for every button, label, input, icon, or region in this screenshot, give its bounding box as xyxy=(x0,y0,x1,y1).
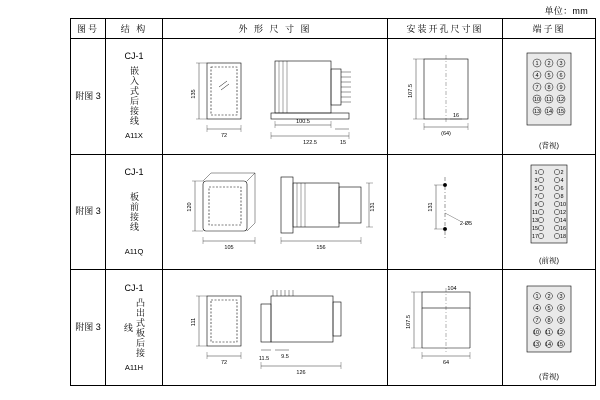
svg-text:18: 18 xyxy=(559,233,567,240)
svg-text:2: 2 xyxy=(560,169,564,176)
dim-131: 131 xyxy=(428,201,434,212)
svg-text:3: 3 xyxy=(559,60,563,67)
fig-no-text: 附图 3 xyxy=(75,90,101,101)
svg-text:14: 14 xyxy=(559,217,567,224)
structure-code: A11H xyxy=(124,362,144,372)
outline-drawing-2 xyxy=(163,155,387,265)
cell-mounting-drawing xyxy=(388,154,503,270)
svg-text:2: 2 xyxy=(547,60,551,67)
svg-text:4: 4 xyxy=(560,177,564,184)
cell-fig-no xyxy=(71,270,106,386)
svg-text:15: 15 xyxy=(556,342,564,349)
header-fig-no: 图号 xyxy=(71,19,106,39)
header-mounting: 安装开孔尺寸图 xyxy=(388,19,503,39)
model-label: CJ-1 xyxy=(124,51,144,62)
structure-code: A11Q xyxy=(124,246,144,256)
cell-terminal-drawing xyxy=(503,154,596,270)
table-header-row xyxy=(71,19,596,39)
cell-structure xyxy=(106,270,163,386)
dim-105: 105 xyxy=(224,244,234,251)
cell-fig-no xyxy=(71,38,106,154)
header-structure: 结 构 xyxy=(106,19,163,39)
table-row xyxy=(71,154,596,270)
svg-text:9: 9 xyxy=(534,201,538,208)
svg-text:5: 5 xyxy=(547,306,551,313)
svg-text:5: 5 xyxy=(534,185,538,192)
cell-mounting-drawing xyxy=(388,270,503,386)
svg-text:11: 11 xyxy=(546,96,552,103)
svg-text:9: 9 xyxy=(559,84,563,91)
cell-outline-drawing xyxy=(163,38,388,154)
dim-135: 135 xyxy=(191,89,197,99)
svg-text:11: 11 xyxy=(532,209,538,216)
mounting-drawing-3 xyxy=(388,270,502,380)
svg-text:1: 1 xyxy=(534,169,538,176)
svg-text:10: 10 xyxy=(533,96,541,103)
terminal-drawing-1 xyxy=(503,39,595,149)
svg-text:1: 1 xyxy=(535,60,539,67)
table-row xyxy=(71,270,596,386)
unit-note: 单位：mm xyxy=(544,6,588,16)
svg-text:12: 12 xyxy=(556,330,564,337)
svg-text:14: 14 xyxy=(545,108,553,115)
dim-15: 15 xyxy=(339,139,347,146)
dim-107-5: 107.5 xyxy=(406,315,412,330)
cell-outline-drawing xyxy=(163,154,388,270)
fig-no-text: 附图 3 xyxy=(75,322,101,333)
header-terminal: 端子图 xyxy=(503,19,596,39)
svg-text:8: 8 xyxy=(560,193,564,200)
cell-mounting-drawing xyxy=(388,38,503,154)
svg-text:7: 7 xyxy=(535,84,539,91)
spec-table xyxy=(70,18,596,386)
cell-structure xyxy=(106,154,163,270)
dim-72: 72 xyxy=(220,360,228,367)
outline-drawing-3 xyxy=(163,270,387,380)
dim-16: 16 xyxy=(452,112,460,119)
svg-text:6: 6 xyxy=(559,306,563,313)
svg-text:7: 7 xyxy=(534,193,538,200)
svg-text:10: 10 xyxy=(532,330,540,337)
svg-text:10: 10 xyxy=(559,201,567,208)
svg-text:4: 4 xyxy=(535,306,539,313)
cell-outline-drawing xyxy=(163,270,388,386)
cell-fig-no xyxy=(71,154,106,270)
fig-no-text: 附图 3 xyxy=(75,206,101,217)
cell-terminal-drawing xyxy=(503,270,596,386)
mounting-drawing-2 xyxy=(388,155,502,265)
svg-text:8: 8 xyxy=(547,84,551,91)
svg-text:1: 1 xyxy=(535,294,539,301)
dim-64: (64) xyxy=(441,130,451,137)
svg-text:17: 17 xyxy=(531,233,539,240)
svg-text:13: 13 xyxy=(531,217,539,224)
svg-text:6: 6 xyxy=(559,72,563,79)
svg-text:8: 8 xyxy=(547,318,551,325)
dim-122-5: 122.5 xyxy=(303,139,317,146)
terminal-view-note: (背视) xyxy=(539,372,559,381)
svg-text:13: 13 xyxy=(532,342,540,349)
svg-text:16: 16 xyxy=(559,225,567,232)
dim-64: 64 xyxy=(442,360,450,367)
dim-72: 72 xyxy=(220,132,228,139)
table-row xyxy=(71,38,596,154)
svg-text:15: 15 xyxy=(531,225,539,232)
structure-code: A11X xyxy=(125,131,143,141)
structure-label: 嵌入式后接线 xyxy=(129,66,139,127)
structure-label: 凸出式板后接线 xyxy=(123,297,145,358)
svg-text:9: 9 xyxy=(559,318,563,325)
terminal-view-note: (前视) xyxy=(539,256,559,266)
svg-text:14: 14 xyxy=(544,342,552,349)
dim-120: 120 xyxy=(187,201,193,212)
dim-111: 111 xyxy=(191,318,197,327)
cell-terminal-drawing xyxy=(503,38,596,154)
dim-107-5: 107.5 xyxy=(408,83,414,98)
dim-156: 156 xyxy=(316,244,326,251)
svg-text:11: 11 xyxy=(545,330,551,337)
terminal-drawing-3 xyxy=(503,270,595,380)
svg-text:13: 13 xyxy=(533,108,541,115)
outline-drawing-1 xyxy=(163,39,387,149)
mounting-drawing-1 xyxy=(388,39,502,149)
dim-2-phi5: 2-Ø5 xyxy=(459,220,473,227)
model-label: CJ-1 xyxy=(124,282,144,293)
svg-text:3: 3 xyxy=(534,177,538,184)
structure-label: 板前接线 xyxy=(129,191,139,232)
model-label: CJ-1 xyxy=(124,166,144,177)
dim-11-5: 11.5 xyxy=(258,356,270,363)
svg-text:12: 12 xyxy=(559,209,567,216)
dim-126: 126 xyxy=(296,370,306,377)
svg-text:3: 3 xyxy=(559,294,563,301)
header-outline: 外 形 尺 寸 图 xyxy=(163,19,388,39)
svg-text:6: 6 xyxy=(560,185,564,192)
svg-text:2: 2 xyxy=(547,294,551,301)
svg-text:7: 7 xyxy=(535,318,539,325)
dim-9-5: 9.5 xyxy=(281,354,289,361)
dim-131: 131 xyxy=(370,201,376,212)
svg-text:15: 15 xyxy=(557,108,565,115)
dim-104: 104 xyxy=(447,286,457,293)
svg-text:4: 4 xyxy=(535,72,539,79)
cell-structure xyxy=(106,38,163,154)
svg-text:5: 5 xyxy=(547,72,551,79)
dim-100-5: 100.5 xyxy=(296,118,310,125)
svg-text:12: 12 xyxy=(557,96,565,103)
terminal-view-note: (背视) xyxy=(539,140,559,150)
terminal-drawing-2 xyxy=(503,155,595,265)
